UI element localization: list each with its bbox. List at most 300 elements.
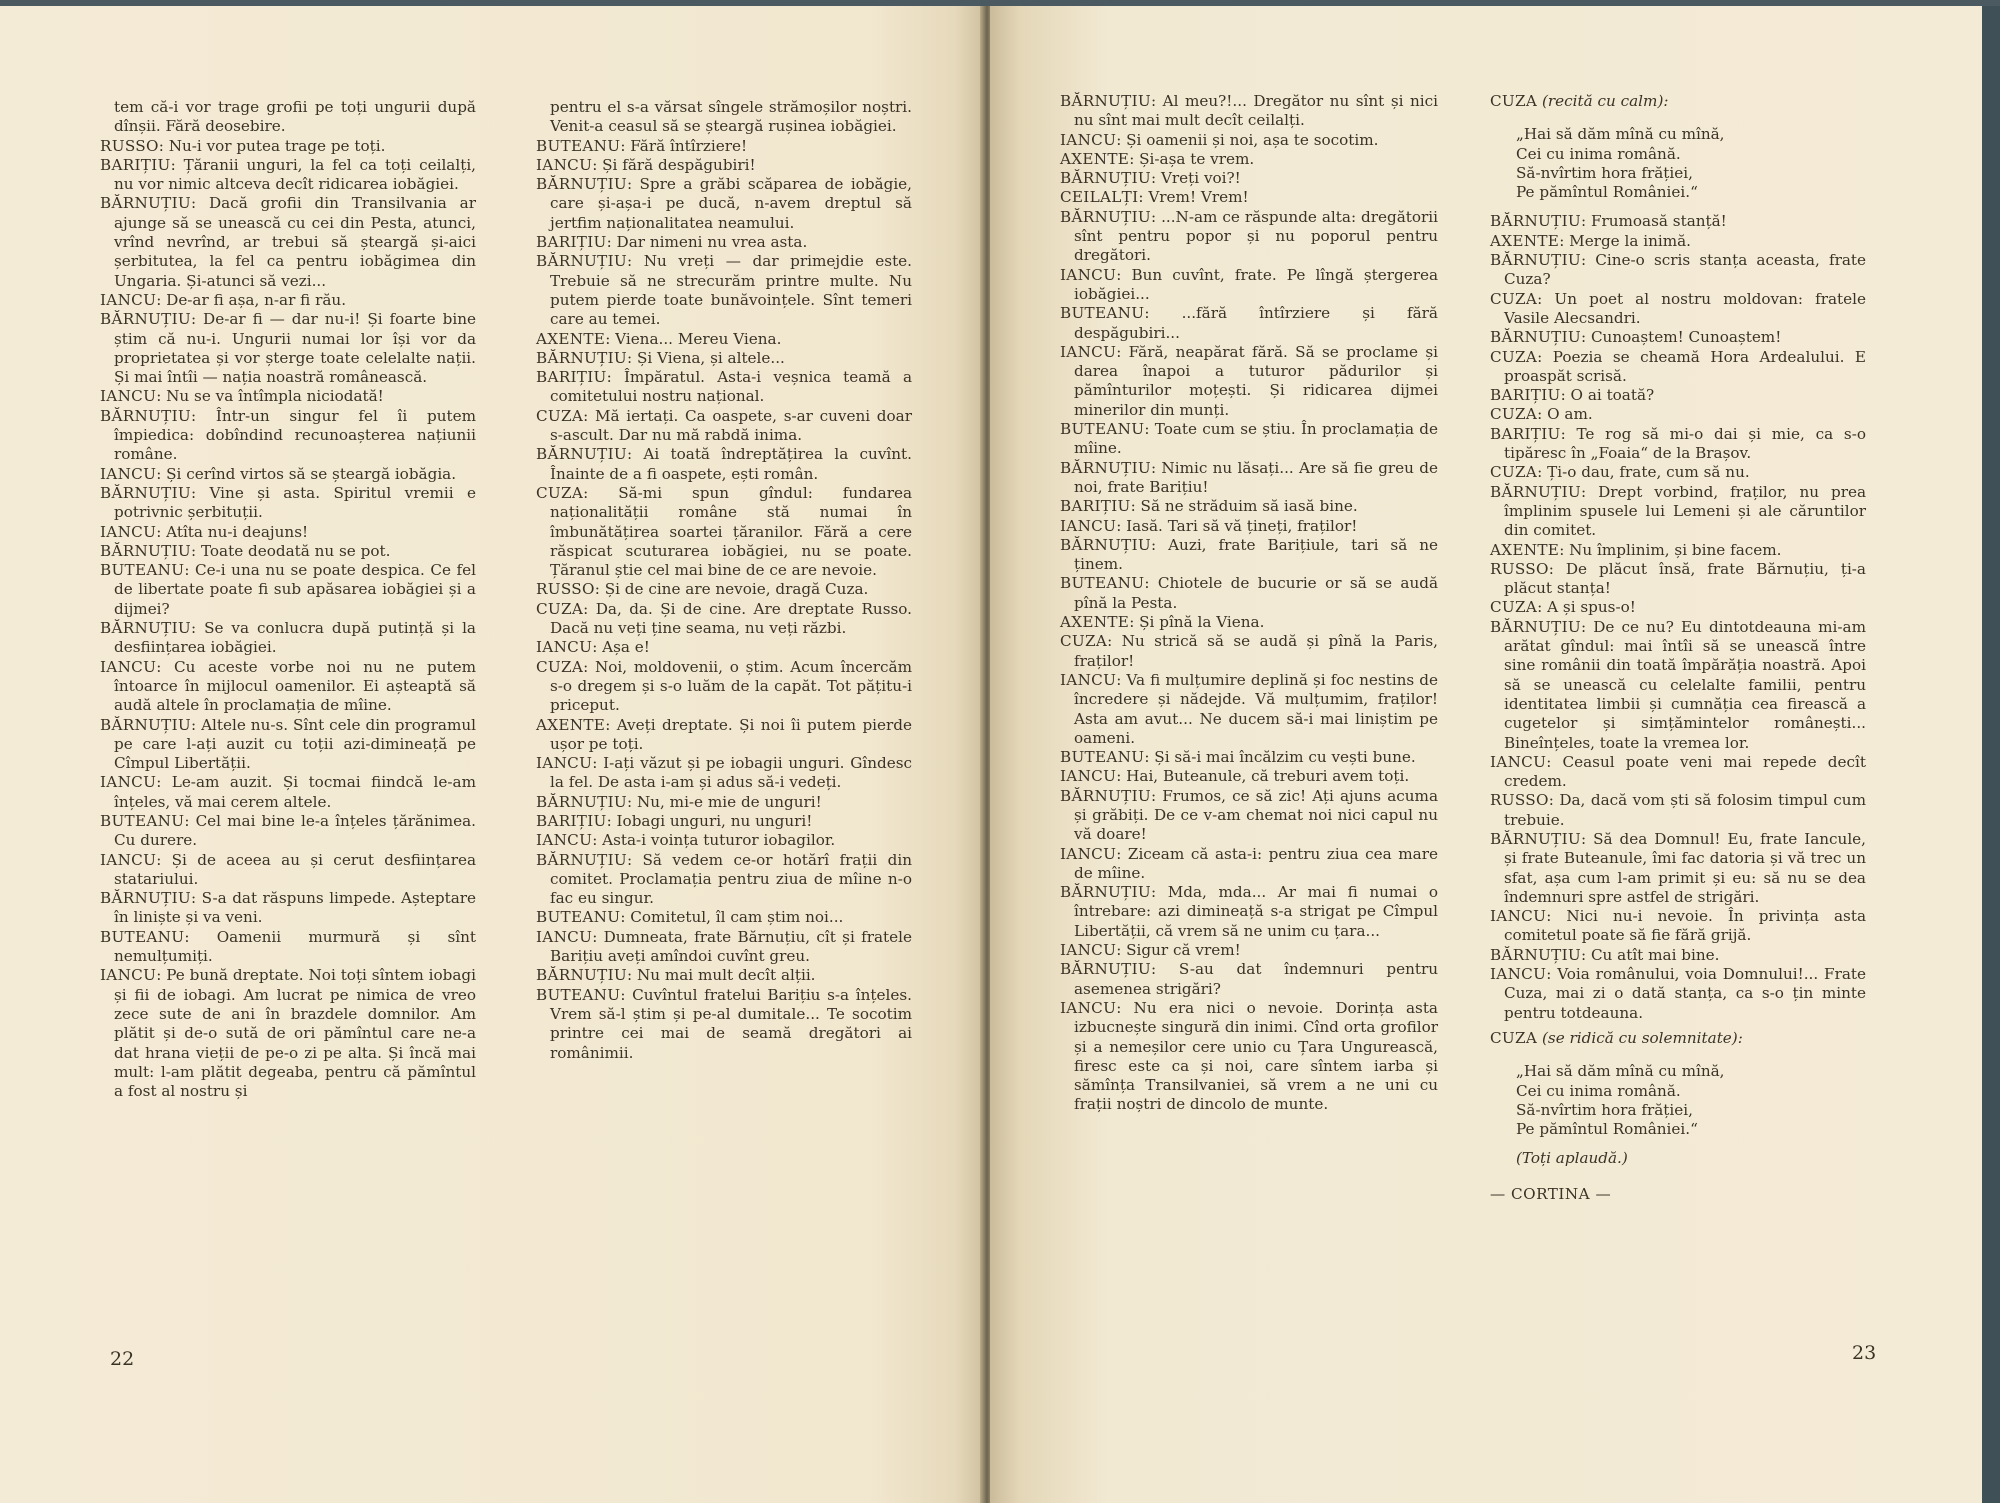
dialogue-text: Sigur că vrem! [1126, 941, 1241, 960]
speaker-name: IANCU [1060, 941, 1117, 960]
speaker-name: BUTEANU [1060, 574, 1145, 593]
dialogue-text: Țăranii unguri, la fel ca toți ceilalți, nu vor nimic altceva decît ridicarea iobăgiei. [114, 155, 476, 194]
speaker-name: BĂRNUȚIU [536, 966, 627, 985]
dialogue-line [100, 98, 476, 137]
dialogue-text: Nu mai mult decît alții. [636, 966, 816, 985]
speaker-name: CUZA [1490, 289, 1538, 308]
dialogue-line: IANCU: Va fi mulțumire deplină și foc nestins de încredere și nădejde. Vă mulțumim, fraților! Asta am avut... Ne ducem să-i mai liniștim pe oameni. [1060, 670, 1438, 747]
dialogue-text: Toate cum se știu. În proclamația de mîine. [1074, 420, 1439, 458]
dialogue-line: BĂRNUȚIU: Nu vreți — dar primejdie este. Trebuie să ne strecurăm printre multe. Nu putem pierde toate bunăvoințele. Sînt temeri care au temei. [536, 252, 912, 329]
speaker-name: BUTEANU [536, 136, 621, 155]
stage-direction: (se ridică cu solemnitate): [1541, 1028, 1743, 1047]
dialogue-line: BĂRNUȚIU: Cu atît mai bine. [1490, 945, 1720, 964]
speaker-name: BĂRNUȚIU [1060, 535, 1151, 554]
dialogue-text: S-au dat îndemnuri pentru asemenea strigări? [1074, 960, 1438, 998]
speaker-name: AXENTE [1060, 613, 1130, 632]
dialogue-text: Viena... Mereu Viena. [615, 329, 782, 348]
dialogue-line: IANCU: Ziceam că asta-i: pentru ziua cea mare de mîine. [1060, 844, 1438, 882]
speaker-name: CUZA [1490, 1028, 1538, 1047]
dialogue-text: De-ar fi așa, n-ar fi rău. [166, 290, 347, 309]
speaker-name: BĂRNUȚIU [536, 175, 627, 194]
dialogue-line: BĂRNUȚIU: ...N-am ce răspunde alta: dregătorii sînt pentru popor și nu poporul pentru dregători. [1060, 207, 1438, 265]
dialogue-text: Chiotele de bucurie or să se audă pînă la Pesta. [1074, 574, 1438, 612]
page-number-left: 22 [110, 1348, 135, 1370]
dialogue-line: BUTEANU: ...fără întîrziere și fără despăgubiri... [1060, 304, 1438, 342]
dialogue-line: IANCU: Și cerînd virtos să se șteargă iobăgia. [100, 464, 457, 483]
dialogue-text: Voia românului, voia Domnului!... Frate Cuza, mai zi o dată stanța, ca s-o țin minte pentru totdeauna. [1504, 965, 1866, 1022]
dialogue-line: IANCU: De-ar fi așa, n-ar fi rău. [100, 290, 347, 309]
dialogue-line: BUTEANU: Oamenii murmură și sînt nemulțumiți. [100, 927, 476, 966]
dialogue-text: I-ați văzut și pe iobagii unguri. Gîndesc la fel. De asta i-am și adus să-i vedeți. [550, 754, 912, 792]
speaker-name: BARIȚIU [1490, 424, 1561, 443]
dialogue-line: BUTEANU: Toate cum se știu. În proclamația de mîine. [1060, 420, 1439, 458]
verse-line: Să-nvîrtim hora frăției, [1516, 1100, 1693, 1119]
speaker-name: BĂRNUȚIU [100, 541, 191, 560]
dialogue-line: BĂRNUȚIU: De ce nu? Eu dintotdeauna mi-am arătat gîndul: mai întîi să se unească între sine românii din toată împărăția noastră. Apoi să se unească cu celelalte familii, pentru identitatea limbii și cumnăția cea firească a cugetelor și simțămintelor românești... Bineînțeles, toate la vremea lor. [1490, 617, 1867, 752]
dialogue-line: CUZA: Da, da. Și de cine. Are dreptate Russo. Dacă nu veți ține seama, nu veți răzbi. [536, 599, 912, 638]
dialogue-text: Nu împlinim, și bine facem. [1569, 540, 1782, 559]
dialogue-line: BĂRNUȚIU: Cine-o scris stanța aceasta, frate Cuza? [1490, 251, 1866, 289]
dialogue-line: CUZA: Nu strică să se audă și pînă la Paris, fraților! [1060, 632, 1438, 670]
dialogue-line: BĂRNUȚIU: Să vedem ce-or hotărî frații din comitet. Proclamația pentru ziua de mîine n-o fac eu singur. [536, 850, 913, 908]
speaker-name: BĂRNUȚIU [100, 406, 191, 425]
verse-line: Pe pămîntul României.“ [1516, 183, 1698, 202]
dialogue-line: BUTEANU: Și să-i mai încălzim cu vești bune. [1060, 748, 1416, 767]
dialogue-text: O ai toată? [1570, 386, 1655, 405]
speaker-name: BUTEANU [1060, 748, 1145, 767]
dialogue-line: IANCU: Și fără despăgubiri! [536, 155, 756, 174]
dialogue-line: BARIȚIU: Împăratul. Asta-i veșnica teamă a comitetului nostru național. [536, 368, 912, 406]
verse-line: Cei cu inima română. [1516, 144, 1681, 163]
dialogue-text: Și pînă la Viena. [1139, 613, 1265, 632]
speaker-name: BĂRNUȚIU [1490, 829, 1581, 848]
dialogue-text: ...fără întîrziere și fără despăgubiri... [1074, 304, 1438, 342]
speaker-name: CUZA [1060, 632, 1108, 651]
dialogue-line: IANCU: Așa e! [536, 638, 650, 657]
speaker-name: BĂRNUȚIU [1490, 617, 1581, 636]
dialogue-text: Ce-i una nu se poate despica. Ce fel de libertate poate fi sub apăsarea iobăgiei și a dijmei? [114, 561, 476, 618]
curtain-text: — CORTINA — [1490, 1184, 1612, 1203]
dialogue-text: Și-așa te vrem. [1139, 149, 1255, 168]
dialogue-line: BUTEANU: Fără întîrziere! [536, 136, 748, 155]
dialogue-text: Asta-i voința tuturor iobagilor. [602, 831, 836, 850]
speaker-name: BĂRNUȚIU [536, 348, 627, 367]
dialogue-line: BARIȚIU: Să ne străduim să iasă bine. [1060, 497, 1358, 516]
dialogue-text: Nimic nu lăsați... Are să fie greu de noi, frate Barițiu! [1074, 458, 1438, 496]
dialogue-line: BĂRNUȚIU: Se va conlucra după putință și la desființarea iobăgiei. [100, 619, 476, 657]
speaker-name: BUTEANU [1060, 420, 1145, 439]
dialogue-text: Nu vreți — dar primejdie este. Trebuie să ne strecurăm printre multe. Nu putem pierde toate bunăvoințele. Sînt temeri care au temei. [550, 252, 912, 329]
dialogue-text: Cuvîntul fratelui Barițiu s-a înțeles. Vrem să-l știm și pe-al dumitale... Te socotim printre cei mai de seamă dregători ai românimii. [550, 985, 912, 1062]
speaker-name: IANCU [1490, 752, 1547, 771]
speaker-name: RUSSO [1490, 791, 1549, 810]
speaker-name: IANCU [1060, 998, 1117, 1017]
speaker-name: IANCU [100, 290, 157, 309]
speaker-name: IANCU [536, 638, 593, 657]
verse-line: Pe pămîntul României.“ [1516, 1120, 1698, 1139]
dialogue-line: BUTEANU: Ce-i una nu se poate despica. Ce fel de libertate poate fi sub apăsarea iobăgiei și a dijmei? [100, 561, 476, 618]
dialogue-line: CUZA: A și spus-o! [1490, 598, 1636, 617]
dialogue-text: De ce nu? Eu dintotdeauna mi-am arătat gîndul: mai întîi să se unească între sine românii din toată împărăția noastră. Apoi să se unească cu celelalte familii, pentru identitatea limbii și cumnăția cea firească a cugetelor și simțămintelor românești... Bineînțeles, toate la vremea lor. [1504, 617, 1867, 752]
dialogue-text: Auzi, frate Barițiule, tari să ne ținem. [1074, 535, 1438, 574]
dialogue-text: Și cerînd virtos să se șteargă iobăgia. [166, 464, 457, 483]
speaker-name: BUTEANU [100, 561, 185, 580]
dialogue-line: BĂRNUȚIU: Frumoasă stanță! [1490, 212, 1727, 231]
dialogue-text: Să ne străduim să iasă bine. [1140, 497, 1358, 516]
dialogue-line: BĂRNUȚIU: Nu, mi-e mie de unguri! [536, 792, 822, 811]
dialogue-text: Iasă. Tari să vă țineți, fraților! [1126, 516, 1358, 535]
dialogue-text: Oamenii murmură și sînt nemulțumiți. [114, 927, 476, 966]
speaker-name: BARIȚIU [100, 155, 171, 174]
dialogue-line: BARIȚIU: Dar nimeni nu vrea asta. [536, 233, 808, 252]
dialogue-line: BĂRNUȚIU: Al meu?!... Dregător nu sînt și nici nu sînt mai mult decît ceilalți. [1060, 92, 1438, 130]
speaker-name: BARIȚIU [536, 368, 607, 387]
speaker-name: AXENTE [1490, 231, 1560, 250]
speaker-name: BUTEANU [536, 908, 621, 927]
speaker-name: BĂRNUȚIU [100, 889, 191, 908]
dialogue-text: Fără, neapărat fără. Să se proclame și darea înapoi a tuturor pădurilor și pămînturilor moțești. Și ridicarea dijmei minerilor din munți. [1074, 342, 1438, 419]
dialogue-text: Și oamenii și noi, așa te socotim. [1126, 130, 1379, 149]
speaker-name: BĂRNUȚIU [1490, 328, 1581, 347]
dialogue-text: Într-un singur fel îi putem împiedica: dobîndind recunoașterea națiunii române. [114, 406, 476, 464]
speaker-name: CUZA [1490, 92, 1538, 110]
dialogue-text: Noi, moldovenii, o știm. Acum încercăm s-o dregem și s-o luăm de la capăt. Tot pățitu-i priceput. [550, 657, 912, 715]
dialogue-line: BUTEANU: Cuvîntul fratelui Barițiu s-a înțeles. Vrem să-l știm și pe-al dumitale... Te socotim printre cei mai de seamă dregători ai românimii. [536, 985, 912, 1062]
speaker-name: CUZA [536, 599, 584, 618]
dialogue-line: BĂRNUȚIU: Toate deodată nu se pot. [100, 541, 391, 560]
speaker-name: IANCU [1060, 767, 1117, 786]
dialogue-line: AXENTE: Viena... Mereu Viena. [536, 329, 782, 348]
speaker-name: BĂRNUȚIU [1490, 945, 1581, 964]
speaker-name: AXENTE [536, 715, 606, 734]
speaker-name: BĂRNUȚIU [100, 715, 191, 734]
dialogue-line: IANCU: Nici nu-i nevoie. În privința asta comitetul poate să fie fără grijă. [1490, 907, 1866, 945]
dialogue-line: CUZA: Ți-o dau, frate, cum să nu. [1490, 463, 1750, 482]
dialogue-line: IANCU: Nu era nici o nevoie. Dorința asta izbucnește singură din inimi. Cînd orta grofilor și a nemeșilor cere unio cu Țara Ungurească, firesc este ca și noi, care sîntem iarba și sămînța Transilvaniei, să vrem a ne uni cu frații noștri de dincolo de munte. [1060, 998, 1438, 1114]
dialogue-text: ...N-am ce răspunde alta: dregătorii sînt pentru popor și nu poporul pentru dregători. [1074, 207, 1438, 265]
dialogue-line: CUZA: Să-mi spun gîndul: fundarea naționalității române stă numai în îmbunătățirea soartei țăranilor. Fără a cere răspicat scuturarea iobăgiei, nu se poate. Țăranul știe cel mai bine de ce are nevoie. [536, 483, 912, 580]
dialogue-text: Vreți voi?! [1160, 169, 1241, 188]
dialogue-line: AXENTE: Și-așa te vrem. [1060, 149, 1255, 168]
dialogue-line: BĂRNUȚIU: Auzi, frate Barițiule, tari să ne ținem. [1060, 535, 1438, 574]
dialogue-text: Cunoaștem! Cunoaștem! [1590, 328, 1782, 347]
speaker-name: BĂRNUȚIU [1060, 169, 1151, 188]
dialogue-text: Un poet al nostru moldovan: fratele Vasile Alecsandri. [1504, 289, 1866, 327]
dialogue-text: Dar nimeni nu vrea asta. [616, 233, 808, 252]
speaker-name: RUSSO [1490, 559, 1549, 578]
speaker-name: CEILALȚI [1060, 188, 1139, 207]
speaker-name: BĂRNUȚIU [100, 619, 191, 638]
speaker-name: IANCU [100, 522, 157, 541]
dialogue-text: Ziceam că asta-i: pentru ziua cea mare de mîine. [1074, 844, 1438, 882]
speaker-name: BARIȚIU [536, 811, 607, 830]
dialogue-line: RUSSO: Da, dacă vom ști să folosim timpul cum trebuie. [1490, 791, 1866, 829]
dialogue-text: Cu atît mai bine. [1590, 945, 1720, 964]
dialogue-line [536, 98, 912, 137]
dialogue-line: CUZA: O am. [1490, 405, 1593, 424]
speaker-name: AXENTE [536, 329, 606, 348]
dialogue-text: Da, da. Și de cine. Are dreptate Russo. Dacă nu veți ține seama, nu veți răzbi. [550, 599, 912, 638]
speaker-name: BĂRNUȚIU [536, 252, 627, 271]
speaker-name: BUTEANU [100, 811, 185, 830]
dialogue-text: Pe bună dreptate. Noi toți sîntem iobagi și fii de iobagi. Am lucrat pe nimica de vreo zece sute de ani în brazdele domnilor. Am plătit și de-o sută de ori pămîntul care ne-a dat hrana vieții de pe-o zi pe alta. Și încă mai mult: l-am plătit degeaba, pentru că pămîntul a fost al nostru și [114, 966, 476, 1101]
speaker-name: IANCU [536, 754, 593, 773]
speaker-name: CUZA [1490, 347, 1538, 366]
dialogue-text: O am. [1547, 405, 1593, 424]
dialogue-line: IANCU: I-ați văzut și pe iobagii unguri. Gîndesc la fel. De asta i-am și adus să-i vedeți. [536, 754, 912, 792]
speaker-name: BĂRNUȚIU [1060, 960, 1151, 979]
dialogue-text: Ceasul poate veni mai repede decît credem. [1504, 752, 1866, 791]
dialogue-line: BĂRNUȚIU: De-ar fi — dar nu-i! Și foarte bine știm că nu-i. Ungurii numai lor își vor da proprietatea și vor șterge toate celelalte nații. Și mai întîi — nația noastră românească. [100, 310, 476, 387]
dialogue-text: Poezia se cheamă Hora Ardealului. E proaspăt scrisă. [1504, 347, 1866, 385]
dialogue-text: Și să-i mai încălzim cu vești bune. [1154, 748, 1416, 767]
dialogue-text: tem că-i vor trage grofii pe toți ungurii după dînșii. Fără deosebire. [114, 98, 476, 136]
speaker-name: BĂRNUȚIU [100, 194, 191, 213]
dialogue-line: CUZA: Poezia se cheamă Hora Ardealului. E proaspăt scrisă. [1490, 347, 1866, 385]
speaker-name: BĂRNUȚIU [1060, 786, 1151, 805]
dialogue-text: Nu era nici o nevoie. Dorința asta izbucnește singură din inimi. Cînd orta grofilor și a nemeșilor cere unio cu Țara Ungurească, firesc este ca și noi, care sîntem iarba și sămînța Transilvaniei, să vrem a ne uni cu frații noștri de dincolo de munte. [1074, 998, 1438, 1114]
speaker-name: IANCU [1060, 516, 1117, 535]
dialogue-text: Și de cine are nevoie, dragă Cuza. [604, 580, 869, 599]
dialogue-text: Iobagi unguri, nu unguri! [616, 811, 813, 830]
dialogue-line: BARIȚIU: Iobagi unguri, nu unguri! [536, 811, 813, 830]
dialogue-text: Le-am auzit. Și tocmai fiindcă le-am înțeles, vă mai cerem altele. [114, 773, 476, 811]
speaker-name: IANCU [1060, 265, 1117, 284]
speaker-name: BĂRNUȚIU [536, 792, 627, 811]
dialogue-line: BĂRNUȚIU: Să dea Domnul! Eu, frate Iancule, și frate Buteanule, îmi fac datoria și vă trec un sfat, așa cum l-am primit și eu: să nu se dea îndemnuri spre astfel de strigări. [1490, 829, 1866, 906]
dialogue-line: IANCU: Dumneata, frate Bărnuțiu, cît și fratele Barițiu aveți amîndoi cuvînt greu. [536, 927, 912, 966]
right-page [990, 6, 1982, 1503]
speaker-name: IANCU [100, 850, 157, 869]
dialogue-text: Da, dacă vom ști să folosim timpul cum trebuie. [1504, 791, 1866, 829]
dialogue-line: IANCU: Sigur că vrem! [1060, 941, 1241, 960]
dialogue-text: Nu strică să se audă și pînă la Paris, fraților! [1074, 632, 1438, 670]
dialogue-text: Dacă grofii din Transilvania ar ajunge să se unească cu cei din Pesta, atunci, vrînd nevrînd, ar trebui să șteargă și-aici șerbitutea, la fel ca pentru iobăgimea din Ungaria. Și-atunci să vezi... [114, 194, 476, 290]
dialogue-text: Și fără despăgubiri! [602, 155, 756, 174]
speaker-name: BUTEANU [1060, 304, 1145, 323]
speaker-name: IANCU [100, 387, 157, 406]
book-cover-edge [1982, 6, 2000, 1503]
dialogue-text: Merge la inimă. [1569, 231, 1691, 250]
dialogue-line: IANCU: Nu se va întîmpla niciodată! [100, 387, 384, 406]
dialogue-line: CEILALȚI: Vrem! Vrem! [1060, 188, 1249, 207]
dialogue-text: Mă iertați. Ca oaspete, s-ar cuveni doar s-ascult. Dar nu mă rabdă inima. [550, 406, 912, 445]
dialogue-line: IANCU: Le-am auzit. Și tocmai fiindcă le-am înțeles, vă mai cerem altele. [100, 773, 476, 811]
applause-direction: (Toți aplaudă.) [1516, 1149, 1628, 1168]
dialogue-text: A și spus-o! [1547, 598, 1636, 617]
speaker-name: BĂRNUȚIU [1060, 92, 1151, 110]
dialogue-line: IANCU: Voia românului, voia Domnului!... Frate Cuza, mai zi o dată stanța, ca s-o țin minte pentru totdeauna. [1490, 965, 1866, 1022]
speaker-name: BĂRNUȚIU [1490, 482, 1581, 501]
dialogue-text: Frumos, ce să zic! Ați ajuns acuma și grăbiți. De ce v-am chemat noi nici capul nu vă doare! [1074, 786, 1438, 844]
dialogue-line: IANCU: Hai, Buteanule, că treburi avem toți. [1060, 767, 1410, 786]
dialogue-line: CUZA: Noi, moldovenii, o știm. Acum încercăm s-o dregem și s-o luăm de la capăt. Tot pățitu-i priceput. [536, 657, 912, 715]
speaker-name: AXENTE [1490, 540, 1560, 559]
dialogue-line: BUTEANU: Cel mai bine le-a înțeles țărănimea. Cu durere. [100, 811, 476, 850]
dialogue-line: CUZA: Un poet al nostru moldovan: fratele Vasile Alecsandri. [1490, 289, 1866, 327]
verse-line: „Hai să dăm mînă cu mînă, [1516, 125, 1725, 144]
dialogue-text: Ți-o dau, frate, cum să nu. [1547, 463, 1750, 482]
verse-line: „Hai să dăm mînă cu mînă, [1516, 1062, 1725, 1081]
dialogue-line: BUTEANU: Chiotele de bucurie or să se audă pînă la Pesta. [1060, 574, 1438, 612]
dialogue-line: BARIȚIU: Te rog să mi-o dai și mie, ca s-o tipăresc în „Foaia“ de la Brașov. [1490, 424, 1866, 463]
dialogue-line: IANCU: Fără, neapărat fără. Să se proclame și darea înapoi a tuturor pădurilor și pămînturilor moțești. Și ridicarea dijmei minerilor din munți. [1060, 342, 1438, 419]
speaker-name: RUSSO [100, 136, 159, 155]
speaker-name: CUZA [536, 483, 584, 502]
dialogue-text: Drept vorbind, fraților, nu prea împlinim spusele lui Lemeni și ale căruntilor din comitet. [1504, 482, 1866, 540]
speaker-name: IANCU [1060, 342, 1117, 361]
dialogue-line: BĂRNUȚIU: Mda, mda... Ar mai fi numai o întrebare: azi dimineață s-a strigat pe Cîmpul Libertății, că vrem să ne unim cu țara... [1060, 883, 1438, 940]
dialogue-line: BĂRNUȚIU: Cunoaștem! Cunoaștem! [1490, 328, 1782, 347]
dialogue-block [1490, 212, 1866, 1022]
dialogue-text: Vrem! Vrem! [1148, 188, 1249, 207]
left-column-2 [536, 98, 912, 1063]
dialogue-line: BUTEANU: Comitetul, îl cam știm noi... [536, 908, 844, 927]
dialogue-line: BĂRNUȚIU: Dacă grofii din Transilvania ar ajunge să se unească cu cei din Pesta, atunci, vrînd nevrînd, ar trebui să șteargă și-aici șerbitutea, la fel ca pentru iobăgimea din Ungaria. Și-atunci să vezi... [100, 194, 476, 290]
dialogue-text: Dumneata, frate Bărnuțiu, cît și fratele Barițiu aveți amîndoi cuvînt greu. [550, 927, 912, 966]
left-column-1 [100, 98, 476, 1101]
speaker-name: IANCU [100, 464, 157, 483]
left-page [0, 6, 985, 1503]
dialogue-text: Al meu?!... Dregător nu sînt și nici nu sînt mai mult decît ceilalți. [1074, 92, 1438, 130]
speaker-name: BĂRNUȚIU [536, 850, 627, 869]
dialogue-line: IANCU: Și de aceea au și cerut desființarea statariului. [100, 850, 477, 888]
dialogue-text: Fără întîrziere! [630, 136, 748, 155]
dialogue-line: BĂRNUȚIU: S-a dat răspuns limpede. Așteptare în liniște și va veni. [100, 889, 476, 927]
speaker-name: BUTEANU [536, 985, 621, 1004]
speaker-name: BĂRNUȚIU [1060, 207, 1151, 226]
right-column-2 [1490, 92, 1866, 1204]
dialogue-text: Vine și asta. Spiritul vremii e potrivnic șerbituții. [114, 483, 476, 522]
speaker-name: BĂRNUȚIU [1060, 458, 1151, 477]
dialogue-line: BĂRNUȚIU: Nu mai mult decît alții. [536, 966, 816, 985]
dialogue-text: Bun cuvînt, frate. Pe lîngă ștergerea iobăgiei... [1074, 265, 1439, 303]
speaker-name: IANCU [100, 657, 157, 676]
dialogue-line: CUZA: Mă iertați. Ca oaspete, s-ar cuveni doar s-ascult. Dar nu mă rabdă inima. [536, 406, 912, 445]
dialogue-text: Se va conlucra după putință și la desființarea iobăgiei. [114, 619, 476, 657]
speaker-name: IANCU [100, 773, 157, 792]
dialogue-text: Mda, mda... Ar mai fi numai o întrebare: azi dimineață s-a strigat pe Cîmpul Libertății, că vrem să ne unim cu țara... [1074, 883, 1438, 940]
dialogue-line: BĂRNUȚIU: Nimic nu lăsați... Are să fie greu de noi, frate Barițiu! [1060, 458, 1438, 496]
dialogue-line: BĂRNUȚIU: Frumos, ce să zic! Ați ajuns acuma și grăbiți. De ce v-am chemat noi nici capul nu vă doare! [1060, 786, 1438, 844]
dialogue-line: BĂRNUȚIU: Și Viena, și altele... [536, 348, 785, 367]
speaker-name: BĂRNUȚIU [1490, 212, 1581, 231]
dialogue-line: BĂRNUȚIU: Vine și asta. Spiritul vremii e potrivnic șerbituții. [100, 483, 476, 522]
dialogue-line: BĂRNUȚIU: Ai toată îndreptățirea la cuvînt. Înainte de a fi oaspete, ești român. [536, 445, 912, 483]
dialogue-text: Aveți dreptate. Și noi îi putem pierde ușor pe toți. [550, 715, 912, 753]
speaker-name: IANCU [1490, 965, 1547, 984]
dialogue-line: BARIȚIU: Țăranii unguri, la fel ca toți ceilalți, nu vor nimic altceva decît ridicarea iobăgiei. [100, 155, 476, 194]
dialogue-text: Să vedem ce-or hotărî frații din comitet. Proclamația pentru ziua de mîine n-o fac eu singur. [550, 850, 913, 908]
speaker-name: IANCU [1060, 130, 1117, 149]
speaker-name: BARIȚIU [1490, 386, 1561, 405]
dialogue-text: Altele nu-s. Sînt cele din programul pe care l-ați auzit cu toții azi-dimineață pe Cîmpul Libertății. [114, 715, 476, 773]
dialogue-text: Te rog să mi-o dai și mie, ca s-o tipăresc în „Foaia“ de la Brașov. [1504, 424, 1866, 463]
speaker-name: IANCU [100, 966, 157, 985]
verse-stanza [1516, 1062, 1866, 1139]
dialogue-line: BĂRNUȚIU: Altele nu-s. Sînt cele din programul pe care l-ați auzit cu toții azi-dimineață pe Cîmpul Libertății. [100, 715, 476, 773]
dialogue-line: RUSSO: De plăcut însă, frate Bărnuțiu, ți-a plăcut stanța! [1490, 559, 1866, 598]
dialogue-text: Să dea Domnul! Eu, frate Iancule, și frate Buteanule, îmi fac datoria și vă trec un sfat, așa cum l-am primit și eu: să nu se dea îndemnuri spre astfel de strigări. [1504, 829, 1866, 906]
stage-direction: (recită cu calm): [1541, 92, 1669, 110]
dialogue-text: Va fi mulțumire deplină și foc nestins de încredere și nădejde. Vă mulțumim, fraților! Asta am avut... Ne ducem să-i mai liniștim pe oameni. [1074, 670, 1438, 747]
speaker-name: IANCU [1060, 670, 1117, 689]
dialogue-text: Atîta nu-i deajuns! [166, 522, 309, 541]
dialogue-line: AXENTE: Aveți dreptate. Și noi îi putem pierde ușor pe toți. [536, 715, 912, 753]
dialogue-text: Cel mai bine le-a înțeles țărănimea. Cu durere. [114, 811, 476, 850]
dialogue-text: Nu se va întîmpla niciodată! [166, 387, 384, 406]
right-column-1 [1060, 92, 1438, 1115]
speaker-name: BARIȚIU [536, 233, 607, 252]
book-spread [0, 6, 2000, 1503]
dialogue-line: IANCU: Cu aceste vorbe noi nu ne putem întoarce în mijlocul oamenilor. Ei așteaptă să audă altele în proclamația de mîine. [100, 657, 476, 715]
dialogue-text: Spre a grăbi scăparea de iobăgie, care și-așa-i pe ducă, n-avem dreptul să jertfim naționalitatea neamului. [550, 175, 912, 232]
speaker-name: BĂRNUȚIU [100, 310, 191, 329]
dialogue-text: Să-mi spun gîndul: fundarea naționalității române stă numai în îmbunătățirea soartei țăranilor. Fără a cere răspicat scuturarea iobăgiei, nu se poate. Țăranul știe cel mai bine de ce are nevoie. [550, 483, 912, 580]
dialogue-line: AXENTE: Merge la inimă. [1490, 231, 1691, 250]
dialogue-line: IANCU: Pe bună dreptate. Noi toți sîntem iobagi și fii de iobagi. Am lucrat pe nimica de vreo zece sute de ani în brazdele domnilor. Am plătit și de-o sută de ori pămîntul care ne-a dat hrana vieții de pe-o zi pe alta. Și încă mai mult: l-am plătit degeaba, pentru că pămîntul a fost al nostru și [100, 966, 476, 1101]
dialogue-text: pentru el s-a vărsat sîngele strămoșilor noștri. Venit-a ceasul să se șteargă rușinea iobăgiei. [550, 98, 912, 136]
dialogue-line: IANCU: Atîta nu-i deajuns! [100, 522, 309, 541]
speaker-name: IANCU [536, 927, 593, 946]
verse-line: Cei cu inima română. [1516, 1081, 1681, 1100]
dialogue-text: Nu-i vor putea trage pe toți. [168, 136, 386, 155]
dialogue-line: BĂRNUȚIU: Spre a grăbi scăparea de iobăgie, care și-așa-i pe ducă, n-avem dreptul să jertfim naționalitatea neamului. [536, 175, 912, 232]
speaker-name: CUZA [1490, 405, 1538, 424]
speaker-name: BĂRNUȚIU [536, 445, 627, 464]
dialogue-line: BĂRNUȚIU: Drept vorbind, fraților, nu prea împlinim spusele lui Lemeni și ale căruntilor din comitet. [1490, 482, 1866, 540]
dialogue-line: BARIȚIU: O ai toată? [1490, 386, 1655, 405]
speaker-name: AXENTE [1060, 149, 1130, 168]
dialogue-text: Și de aceea au și cerut desființarea statariului. [114, 850, 477, 888]
verse-line: Să-nvîrtim hora frăției, [1516, 163, 1693, 182]
dialogue-text: Ai toată îndreptățirea la cuvînt. Înainte de a fi oaspete, ești român. [550, 445, 912, 483]
speaker-name: IANCU [536, 155, 593, 174]
speaker-name: IANCU [536, 831, 593, 850]
speaker-name: BARIȚIU [1060, 497, 1131, 516]
dialogue-text: Cu aceste vorbe noi nu ne putem întoarce în mijlocul oamenilor. Ei așteaptă să audă altele în proclamația de mîine. [114, 657, 476, 715]
speaker-name: CUZA [536, 406, 584, 425]
dialogue-text: S-a dat răspuns limpede. Așteptare în liniște și va veni. [114, 889, 476, 927]
dialogue-text: De-ar fi — dar nu-i! Și foarte bine știm că nu-i. Ungurii numai lor își vor da proprietatea și vor șterge toate celelalte nații. Și mai întîi — nația noastră românească. [114, 310, 476, 387]
speaker-name: BĂRNUȚIU [1060, 883, 1151, 902]
speaker-name: RUSSO [536, 580, 595, 599]
dialogue-text: Cine-o scris stanța aceasta, frate Cuza? [1504, 251, 1866, 289]
speaker-name: IANCU [1060, 844, 1117, 863]
speaker-name: BĂRNUȚIU [100, 483, 191, 502]
dialogue-line: BĂRNUȚIU: Vreți voi?! [1060, 169, 1241, 188]
dialogue-line: IANCU: Iasă. Tari să vă țineți, fraților! [1060, 516, 1358, 535]
dialogue-line: AXENTE: Nu împlinim, și bine facem. [1490, 540, 1782, 559]
dialogue-line: IANCU: Ceasul poate veni mai repede decît credem. [1490, 752, 1866, 791]
speaker-name: IANCU [1490, 907, 1547, 926]
dialogue-text: Comitetul, îl cam știm noi... [630, 908, 844, 927]
dialogue-text: Și Viena, și altele... [636, 348, 785, 367]
verse-stanza [1516, 125, 1866, 202]
speaker-name: CUZA [1490, 598, 1538, 617]
dialogue-line: AXENTE: Și pînă la Viena. [1060, 613, 1265, 632]
dialogue-text: Împăratul. Asta-i veșnica teamă a comitetului nostru național. [550, 368, 912, 406]
dialogue-line: IANCU: Asta-i voința tuturor iobagilor. [536, 831, 836, 850]
speaker-name: BĂRNUȚIU [1490, 251, 1581, 270]
dialogue-line: IANCU: Și oamenii și noi, așa te socotim. [1060, 130, 1379, 149]
dialogue-line: RUSSO: Și de cine are nevoie, dragă Cuza. [536, 580, 869, 599]
speaker-name: CUZA [536, 657, 584, 676]
speaker-name: CUZA [1490, 463, 1538, 482]
dialogue-text: Nici nu-i nevoie. În privința asta comitetul poate să fie fără grijă. [1504, 907, 1866, 945]
dialogue-line: BĂRNUȚIU: S-au dat îndemnuri pentru asemenea strigări? [1060, 960, 1438, 998]
dialogue-line: RUSSO: Nu-i vor putea trage pe toți. [100, 136, 386, 155]
